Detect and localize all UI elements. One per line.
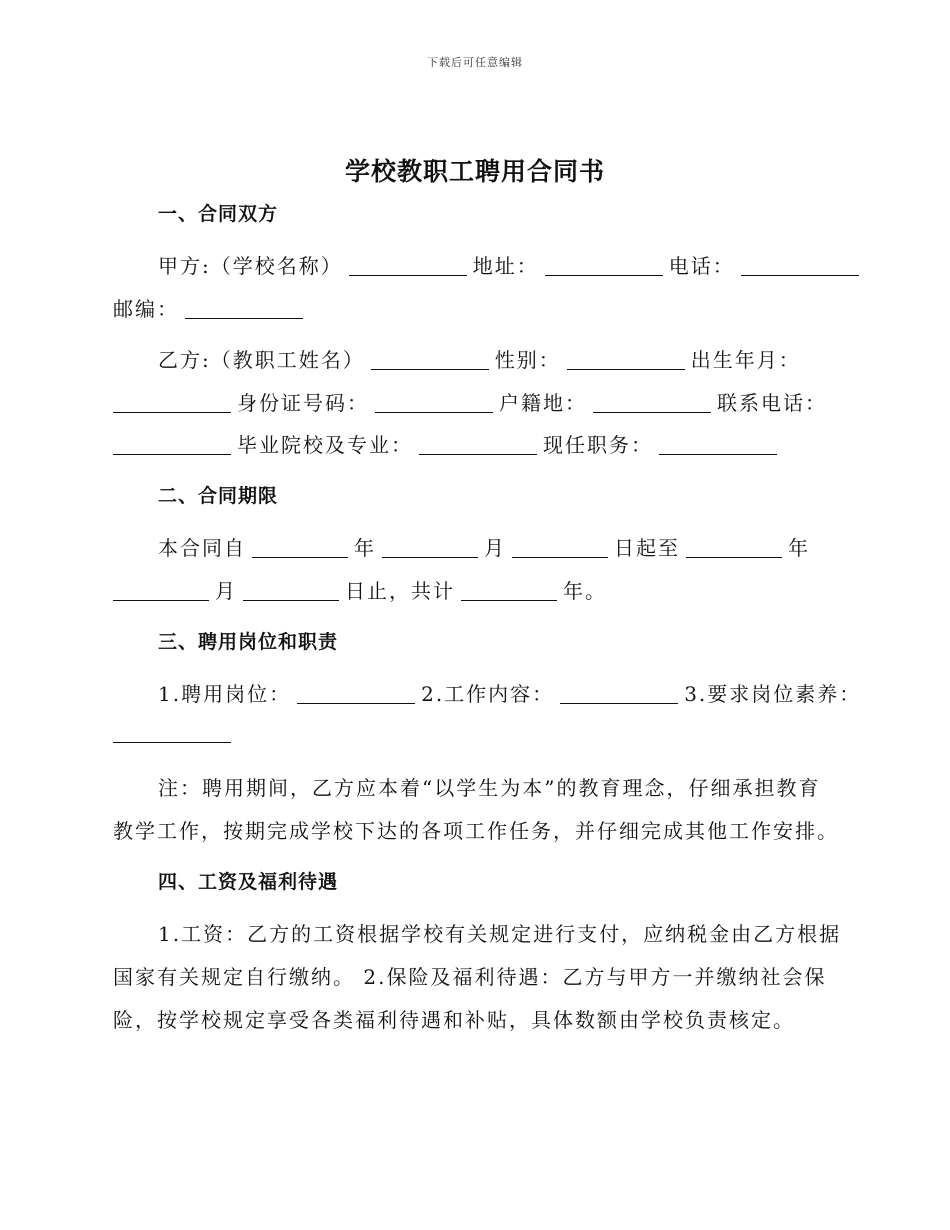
term-line-2 — [113, 575, 838, 604]
id-blank[interactable] — [375, 392, 493, 413]
school-major-blank[interactable] — [419, 434, 537, 455]
current-position-label: 现任职务： — [543, 433, 653, 457]
postcode-blank[interactable] — [185, 298, 303, 319]
birth-label: 出生年月： — [690, 348, 801, 372]
phone-blank[interactable] — [741, 255, 859, 276]
section-1-heading: 一、合同双方 — [158, 203, 279, 225]
section-4-heading: 四、工资及福利待遇 — [158, 871, 339, 893]
party-b-line-2 — [113, 387, 838, 416]
total-years-label: 年。 — [563, 579, 607, 603]
start-year-label: 年 — [354, 536, 376, 560]
end-day-blank[interactable] — [243, 580, 339, 601]
school-major-label: 毕业院校及专业： — [237, 433, 413, 457]
hukou-blank[interactable] — [593, 392, 711, 413]
document-title: 学校教职工聘用合同书 — [344, 157, 605, 186]
start-month-label: 月 — [484, 536, 506, 560]
party-a-label: 甲方:（学校名称） — [158, 254, 343, 278]
term-line-1 — [158, 532, 838, 561]
post-line — [158, 678, 862, 707]
party-a-postcode-line — [113, 293, 838, 322]
start-day-label: 日起至 — [614, 536, 680, 560]
id-label: 身份证号码： — [237, 391, 369, 415]
address-blank[interactable] — [545, 255, 663, 276]
start-day-blank[interactable] — [512, 537, 608, 558]
party-a-line — [158, 250, 838, 279]
note-line-1: 注：聘用期间，乙方应本着“以学生为本”的教育理念，仔细承担教育 — [158, 776, 821, 800]
party-b-label: 乙方:（教职工姓名） — [158, 348, 365, 372]
staff-name-blank[interactable] — [371, 349, 489, 370]
start-year-blank[interactable] — [252, 537, 348, 558]
note-line-2: 教学工作，按期完成学校下达的各项工作任务，并仔细完成其他工作安排。 — [113, 819, 839, 843]
quality-blank[interactable] — [113, 722, 231, 743]
salary-line-3: 险，按学校规定享受各类福利待遇和补贴，具体数额由学校负责核定。 — [113, 1008, 795, 1032]
salary-line-2: 国家有关规定自行缴纳。 2.保险及福利待遇：乙方与甲方一并缴纳社会保 — [113, 965, 827, 989]
end-year-label: 年 — [788, 536, 810, 560]
gender-label: 性别： — [494, 348, 561, 372]
current-position-blank[interactable] — [659, 434, 777, 455]
school-name-blank[interactable] — [349, 255, 467, 276]
post-label: 1.聘用岗位： — [158, 682, 292, 706]
end-month-blank[interactable] — [113, 580, 209, 601]
gender-blank[interactable] — [567, 349, 685, 370]
post-blank[interactable] — [297, 683, 415, 704]
section-2-heading: 二、合同期限 — [158, 485, 279, 507]
total-years-blank[interactable] — [461, 580, 557, 601]
section-3-heading: 三、聘用岗位和职责 — [158, 631, 339, 653]
party-b-line — [158, 344, 838, 373]
content-blank[interactable] — [560, 683, 678, 704]
end-day-label: 日止，共计 — [345, 579, 455, 603]
birth-blank[interactable] — [113, 392, 231, 413]
end-year-blank[interactable] — [686, 537, 782, 558]
postcode-label: 邮编： — [113, 297, 179, 321]
hukou-label: 户籍地： — [499, 391, 587, 415]
phone-label: 电话： — [668, 254, 735, 278]
start-month-blank[interactable] — [382, 537, 478, 558]
address-label: 地址： — [472, 254, 539, 278]
term-from-label: 本合同自 — [158, 536, 246, 560]
quality-blank-line — [113, 721, 838, 745]
content-label: 2.工作内容： — [421, 682, 555, 706]
header-note: 下载后可任意编辑 — [427, 56, 523, 69]
quality-label: 3.要求岗位素养： — [684, 682, 862, 706]
contact-phone-label: 联系电话： — [717, 391, 827, 415]
contact-phone-blank[interactable] — [113, 434, 231, 455]
salary-line-1: 1.工资：乙方的工资根据学校有关规定进行支付，应纳税金由乙方根据 — [158, 922, 842, 946]
end-month-label: 月 — [215, 579, 237, 603]
party-b-line-3 — [113, 429, 838, 458]
